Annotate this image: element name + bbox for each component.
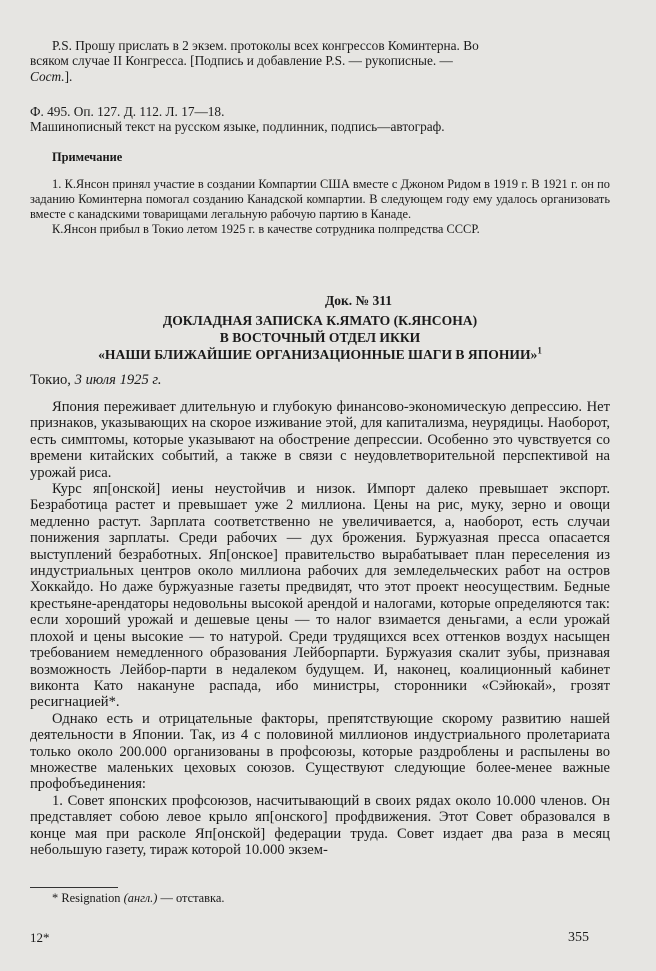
ps-sost: Сост. [30, 68, 65, 84]
body-p2: Курс яп[онской] иены неустойчив и низок. Импорт далеко превышает экспорт. Безработица растет и превышает уже 2 миллиона. Цены на рис, муку, зерно и овощи медленно растут. Зарплата соответственно не увеличивается, а, наоборот, есть случаи понижения зарплаты. Среди рабочих — дух брожения. Буржуазная пресса опасается выступлений безработных. Яп[онское] правительство вырабатывает план переселения из индустриальных центров около миллиона рабочих для земледельческих работ на остров Хоккайдо. Но даже буржуазные газеты предвидят, что этот проект неосуществим. Бедные крестьяне-арендаторы недовольны высокой арендой и налогами, которые определяются так: если хороший урожай и дешевые цены — то налог взимается деньгами, а если урожай плохой и цены высокие — то натурой. Среди трудящихся всех оттенков воздух насыщен требованием немедленного образования Лейборпарти. Буржуазия скалит зубы, признавая возможность Лейбор-парти в недалеком будущем. И, наконец, коалиционный кабинет виконта Като накануне распада, ибо министры, сторонники «Сэйюкай», грозят ресигнацией*. [30, 481, 610, 711]
doc-place: Токио, [30, 372, 71, 388]
page-number: 355 [568, 930, 589, 945]
doc-title-3-sup: 1 [537, 345, 542, 356]
footnote [30, 891, 610, 906]
body-p3: Однако есть и отрицательные факторы, препятствующие скорому развитию нашей деятельности в Японии. Так, из 4 с половиной миллионов индустриального пролетариата только около 200.000 организованы в профсоюзы, которые раздроблены и распылены во множестве маленьких цеховых союзов. Существуют следующие более-менее важные профобъединения: [30, 710, 610, 793]
doc-title-1: ДОКЛАДНАЯ ЗАПИСКА К.ЯМАТО (К.ЯНСОНА) [162, 313, 478, 328]
body-p4: 1. Совет японских профсоюзов, насчитывающий в своих рядах около 10.000 членов. Он представляет собою левое крыло яп[онского] профдвижения. Этот Совет образовался в конце мая при расколе Яп[онской] федерации труда. Совет издает два раза в месяц небольшую газету, тираж которой 10.000 экзем- [30, 792, 610, 858]
doc-date: 3 июля 1925 г. [74, 372, 162, 388]
note-block [30, 150, 610, 237]
footnote-line [30, 891, 610, 906]
body-p1: Япония переживает длительную и глубокую финансово-экономическую депрессию. Нет признаков, указывающих на скорое изживание этой, для капитализма, неурядицы. Наоборот, есть симптомы, которые указывают на обострение депрессии. Особенно это чувствуется со времени китайских событий, а также в связи с неудовлетворительной перспективой на урожай риса. [30, 399, 610, 481]
ps-line-2-text: всяком случае II Конгресса. [Подпись и добавление P.S. — рукописные. — [30, 53, 453, 69]
archive-ref: Ф. 495. Оп. 127. Д. 112. Л. 17—18. [30, 104, 225, 119]
doc-header [30, 292, 610, 388]
archive-desc: Машинописный текст на русском языке, подлинник, подпись—автограф. [30, 119, 445, 135]
doc-title-3-text: «НАШИ БЛИЖАЙШИЕ ОРГАНИЗАЦИОННЫЕ ШАГИ В ЯПОНИИ» [98, 347, 538, 362]
footnote-rule [30, 887, 118, 888]
footnote-lang: (англ.) [123, 891, 158, 905]
ps-line-2 [30, 53, 610, 68]
folio-left: 12* [30, 930, 50, 945]
doc-number: Док. № 311 [324, 293, 392, 308]
doc-title-2: В ВОСТОЧНЫЙ ОТДЕЛ ИККИ [219, 330, 421, 345]
footnote-word: Resignation [61, 891, 121, 905]
footnote-meaning: — отставка. [160, 891, 225, 905]
note-p1: 1. К.Янсон принял участие в создании Компартии США вместе с Джоном Ридом в 1919 г. В 1921 г. он по заданию Коминтерна помогал созданию Канадской компартии. В следующем году ему удалось организовать вместе с канадскими товарищами легальную рабочую партию в Канаде. [30, 177, 610, 221]
footnote-marker: * [52, 891, 59, 905]
doc-dateline [30, 372, 610, 388]
note-p2: К.Янсон прибыл в Токио летом 1925 г. в качестве сотрудника полпредства СССР. [52, 222, 480, 236]
ps-line-3 [30, 69, 610, 84]
body-text [30, 399, 610, 858]
ps-block [30, 38, 610, 84]
ps-line-3-end: ]. [64, 68, 73, 84]
doc-title-3 [30, 346, 610, 363]
archive-block [30, 104, 610, 135]
note-heading: Примечание [52, 150, 123, 164]
ps-line-1: P.S. Прошу прислать в 2 экзем. протоколы всех конгрессов Коминтерна. Во [52, 38, 479, 53]
